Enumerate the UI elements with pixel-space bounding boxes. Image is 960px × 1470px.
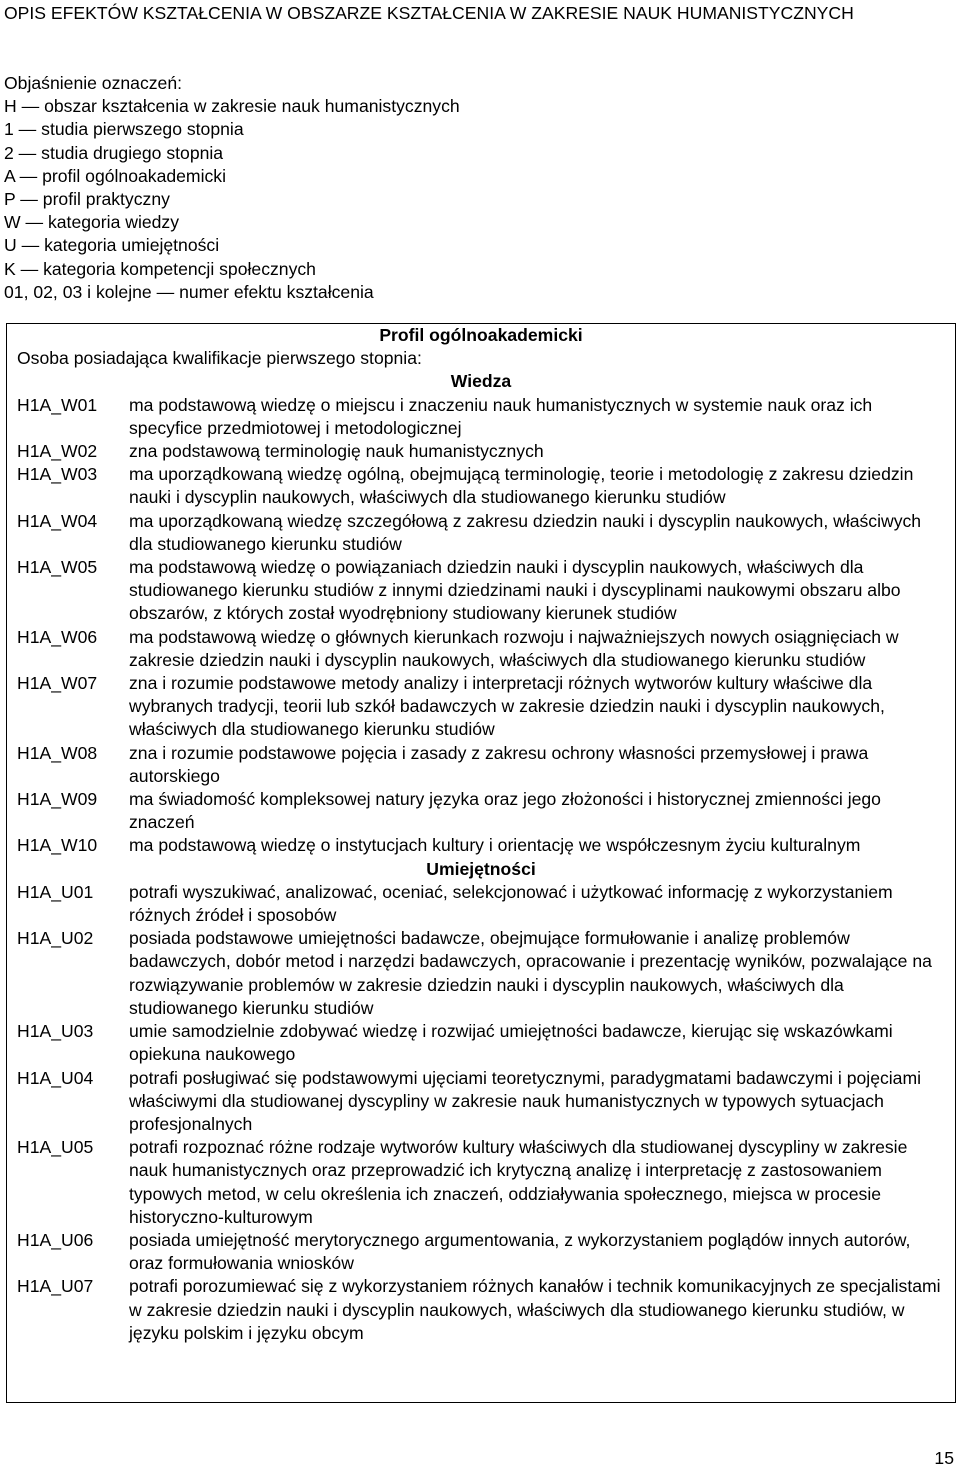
effect-code: H1A_W02: [17, 441, 98, 462]
effect-description: potrafi posługiwać się podstawowymi ujęciami teoretycznymi, paradygmatami badawczymi i pojęciami właściwymi dla studiowanej dyscypliny w zakresie nauk humanistycznych w typowych sytuacjach profesjonalnych: [129, 1067, 922, 1134]
effect-description: potrafi rozpoznać różne rodzaje wytworów kultury właściwych dla studiowanej dyscypliny w zakresie nauk humanistycznych oraz przeprowadzić ich krytyczną analizę i interpretację z zastosowaniem typowych metod, w celu określenia ich znaczeń, oddziaływania społecznego, miejsca w procesie historyczno-kulturowym: [129, 1137, 908, 1227]
legend-item: U — kategoria umiejętności: [4, 235, 220, 256]
effect-code: H1A_W01: [17, 394, 98, 415]
effect-description: ma podstawową wiedzę o powiązaniach dziedzin nauki i dyscyplin naukowych, właściwych dla studiowanego kierunku studiów z innymi dziedzinami nauki i dyscyplinami naukowymi obszaru albo obszarów, z których został wyodrębniony studiowany kierunek studiów: [129, 557, 901, 624]
effect-description: ma uporządkowaną wiedzę szczegółową z zakresu dziedzin nauki i dyscyplin naukowych, właściwych dla studiowanego kierunku studiów: [129, 510, 922, 554]
table-row: [7, 881, 955, 927]
table-row: [7, 1067, 955, 1137]
effect-code: H1A_U05: [17, 1137, 94, 1158]
table-row: [7, 927, 955, 1020]
table-row: [7, 1020, 955, 1066]
table-row: [7, 834, 955, 857]
profile-intro: Osoba posiadająca kwalifikacje pierwszego stopnia:: [17, 348, 422, 369]
profile-table: [6, 323, 956, 1403]
effect-description: zna podstawową terminologię nauk humanistycznych: [129, 441, 544, 462]
legend-item: 01, 02, 03 i kolejne — numer efektu kształcenia: [4, 281, 374, 302]
effect-description: ma podstawową wiedzę o głównych kierunkach rozwoju i najważniejszych nowych osiągnięciach w zakresie dziedzin nauki i dyscyplin naukowych, właściwych dla studiowanego kierunku studiów: [129, 626, 899, 670]
effect-code: H1A_U01: [17, 881, 94, 902]
table-row: [7, 742, 955, 788]
effect-code: H1A_U04: [17, 1067, 94, 1088]
effect-code: H1A_U07: [17, 1276, 94, 1297]
legend-item: K — kategoria kompetencji społecznych: [4, 258, 316, 279]
effect-code: H1A_W05: [17, 557, 98, 578]
legend-item: P — profil praktyczny: [4, 189, 170, 210]
effect-description: ma podstawową wiedzę o miejscu i znaczeniu nauk humanistycznych w systemie nauk oraz ich specyfice przedmiotowej i metodologicznej: [129, 394, 873, 438]
table-row: [7, 394, 955, 440]
table-row: [7, 1229, 955, 1275]
table-row: [7, 510, 955, 556]
legend-heading: Objaśnienie oznaczeń:: [4, 73, 183, 93]
table-row: [7, 1275, 955, 1345]
table-row: [7, 556, 955, 626]
effect-code: H1A_U06: [17, 1229, 94, 1250]
skills-heading: Umiejętności: [426, 858, 536, 879]
effect-code: H1A_W10: [17, 835, 98, 856]
effect-code: H1A_W09: [17, 789, 98, 810]
table-row: [7, 672, 955, 742]
table-row: [7, 463, 955, 509]
effect-code: H1A_W04: [17, 510, 98, 531]
table-row: [7, 788, 955, 834]
legend-item: A — profil ogólnoakademicki: [4, 165, 226, 186]
legend-item: H — obszar kształcenia w zakresie nauk humanistycznych: [4, 96, 460, 117]
effect-description: ma podstawową wiedzę o instytucjach kultury i orientację we współczesnym życiu kulturalnym: [129, 835, 861, 856]
legend-item: 1 — studia pierwszego stopnia: [4, 119, 244, 140]
effect-description: ma świadomość kompleksowej natury języka oraz jego złożoności i historycznej zmienności jego znaczeń: [129, 789, 881, 833]
profile-heading: Profil ogólnoakademicki: [379, 325, 583, 345]
effect-description: potrafi porozumiewać się z wykorzystaniem różnych kanałów i technik komunikacyjnych ze specjalistami w zakresie dziedzin nauki i dyscyplin naukowych, właściwych dla studiowanego kierunku studiów, w języku polskim i języku obcym: [129, 1276, 941, 1343]
effect-description: umie samodzielnie zdobywać wiedzę i rozwijać umiejętności badawcze, kierując się wskazówkami opiekuna naukowego: [129, 1021, 893, 1065]
effect-code: H1A_W03: [17, 464, 98, 485]
effect-description: posiada umiejętność merytorycznego argumentowania, z wykorzystaniem poglądów innych autorów, oraz formułowania wniosków: [129, 1229, 911, 1274]
effect-description: zna i rozumie podstawowe pojęcia i zasady z zakresu ochrony własności przemysłowej i prawa autorskiego: [129, 742, 869, 786]
knowledge-heading: Wiedza: [450, 371, 512, 392]
effect-description: ma uporządkowaną wiedzę ogólną, obejmującą terminologię, teorie i metodologię z zakresu dziedzin nauki i dyscyplin naukowych, właściwych dla studiowanego kierunku studiów: [129, 464, 914, 508]
effect-code: H1A_U03: [17, 1021, 94, 1042]
table-row: [7, 440, 955, 463]
legend-item: 2 — studia drugiego stopnia: [4, 142, 224, 163]
page-title: OPIS EFEKTÓW KSZTAŁCENIA W OBSZARZE KSZTAŁCENIA W ZAKRESIE NAUK HUMANISTYCZNYCH: [4, 3, 854, 23]
table-row: [7, 1136, 955, 1229]
legend: [4, 72, 944, 304]
effect-code: H1A_W08: [17, 742, 98, 763]
effect-description: potrafi wyszukiwać, analizować, oceniać, selekcjonować i użytkować informację z wykorzystaniem różnych źródeł i sposobów: [129, 881, 893, 926]
effect-code: H1A_W06: [17, 626, 98, 647]
effect-description: zna i rozumie podstawowe metody analizy i interpretacji różnych wytworów kultury właściwe dla wybranych tradycji, teorii lub szkół badawczych w zakresie dziedzin nauki i dyscyplin naukowych, właściwych dla studiowanego kierunku studiów: [129, 673, 885, 740]
page-number: 15: [934, 1448, 954, 1468]
table-row: [7, 626, 955, 672]
effect-code: H1A_U02: [17, 928, 94, 949]
effect-description: posiada podstawowe umiejętności badawcze, obejmujące formułowanie i analizę problemów badawczych, dobór metod i narzędzi badawczych, opracowanie i prezentację wyników, pozwalające na rozwiązywanie problemów w zakresie dziedzin nauki i dyscyplin naukowych, właściwych dla studiowanego kierunku studiów: [129, 928, 932, 1018]
effect-code: H1A_W07: [17, 673, 98, 694]
legend-item: W — kategoria wiedzy: [4, 212, 180, 233]
